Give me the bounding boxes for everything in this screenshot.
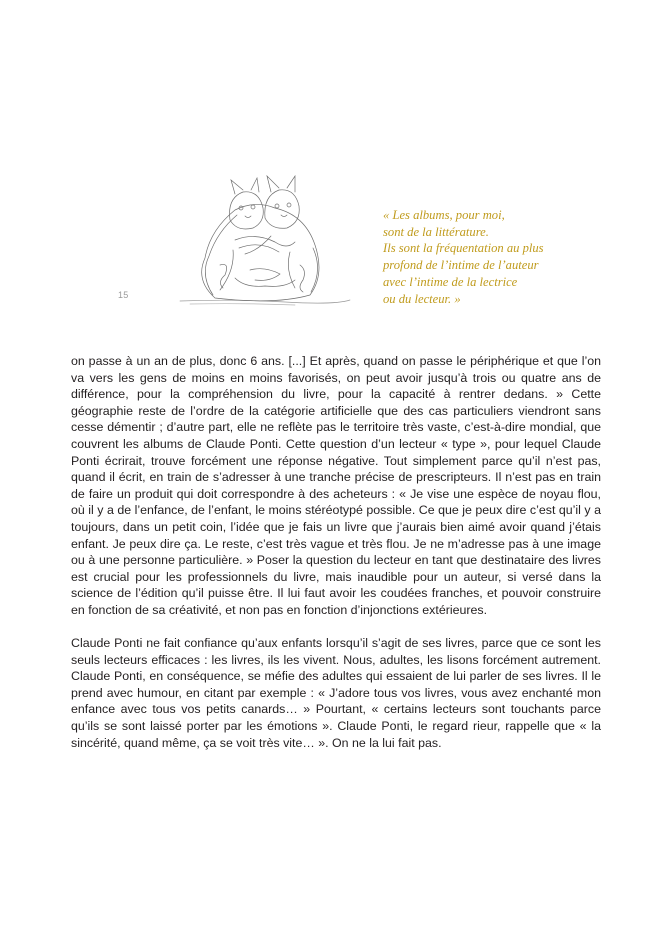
mice-sketch-illustration [175, 170, 355, 330]
quote-line: « Les albums, pour moi, [383, 208, 505, 222]
quote-line: sont de la littérature. [383, 224, 489, 239]
page-number: 15 [118, 290, 129, 300]
quote-line: Ils sont la fréquentation au plus [383, 241, 544, 256]
pull-quote [383, 207, 598, 307]
quote-line: profond de l’intime de l’auteur [383, 258, 539, 273]
paragraph: on passe à un an de plus, donc 6 ans. [...] Et après, quand on passe le périphérique et que l’on va vers les gens de moins en moins favorisés, on peut avoir jusqu’à trois ou quatre ans de différence, pour la compréhension du livre, pour la capacité à rentrer dedans. » Cette géographie reste de l’ordre de la catégorie artificielle que des cas particuliers viendront sans cesse démentir ; d’autre part, elle ne reflète pas le territoire très vaste, c’est-à-dire mondial, que couvrent les albums de Claude Ponti. Cette question d’un lecteur « type », pour lequel Claude Ponti écrirait, trouve forcément une réponse négative. Tout simplement parce qu’il n’est pas, quand il écrit, en train de s’adresser à une tranche précise de prescripteurs. Il n’est pas en train de faire un produit qui doit correspondre à des acheteurs : « Je vise une espèce de noyau flou, où il y a de l’enfance, de l’enfant, le moins stéréotypé possible. Ce que je peux dire c’est qu’il y a toujours, dans un petit coin, l’idée que je fais un livre que j’aurais bien aimé avoir quand j’étais enfant. Je peux dire ça. Le reste, c’est très vague et très flou. Je ne m’adresse pas à une image ou à une personne particulière. » Poser la question du lecteur en tant que destinataire des livres est crucial pour les professionnels du livre, mais inaudible pour un auteur, si versé dans la science de l’édition qu’il puisse être. Il lui faut avoir les coudées franches, et pouvoir construire en fonction de sa créativité, et non pas en fonction d’injonctions extérieures. [71, 354, 601, 617]
body-text [71, 353, 601, 751]
quote-line: avec l’intime de la lectrice [383, 274, 518, 289]
paragraph: Claude Ponti ne fait confiance qu’aux enfants lorsqu’il s’agit de ses livres, parce que ce sont les seuls lecteurs efficaces : les livres, ils les vivent. Nous, adultes, les lisons forcément autrement. Claude Ponti, en conséquence, se méfie des adultes qui essaient de lui parler de ses livres. Il le prend avec humour, en citant par exemple : « J’adore tous vos livres, vous avez enchanté mon enfance avec tous vos petits canards… » Pourtant, « certains lecteurs sont touchants parce qu’ils se sont laissé porter par les émotions ». Claude Ponti, le regard rieur, rappelle que « la sincérité, quand même, ça se voit très vite… ». On ne la lui fait pas. [71, 636, 601, 750]
quote-line: ou du lecteur. » [383, 291, 461, 306]
